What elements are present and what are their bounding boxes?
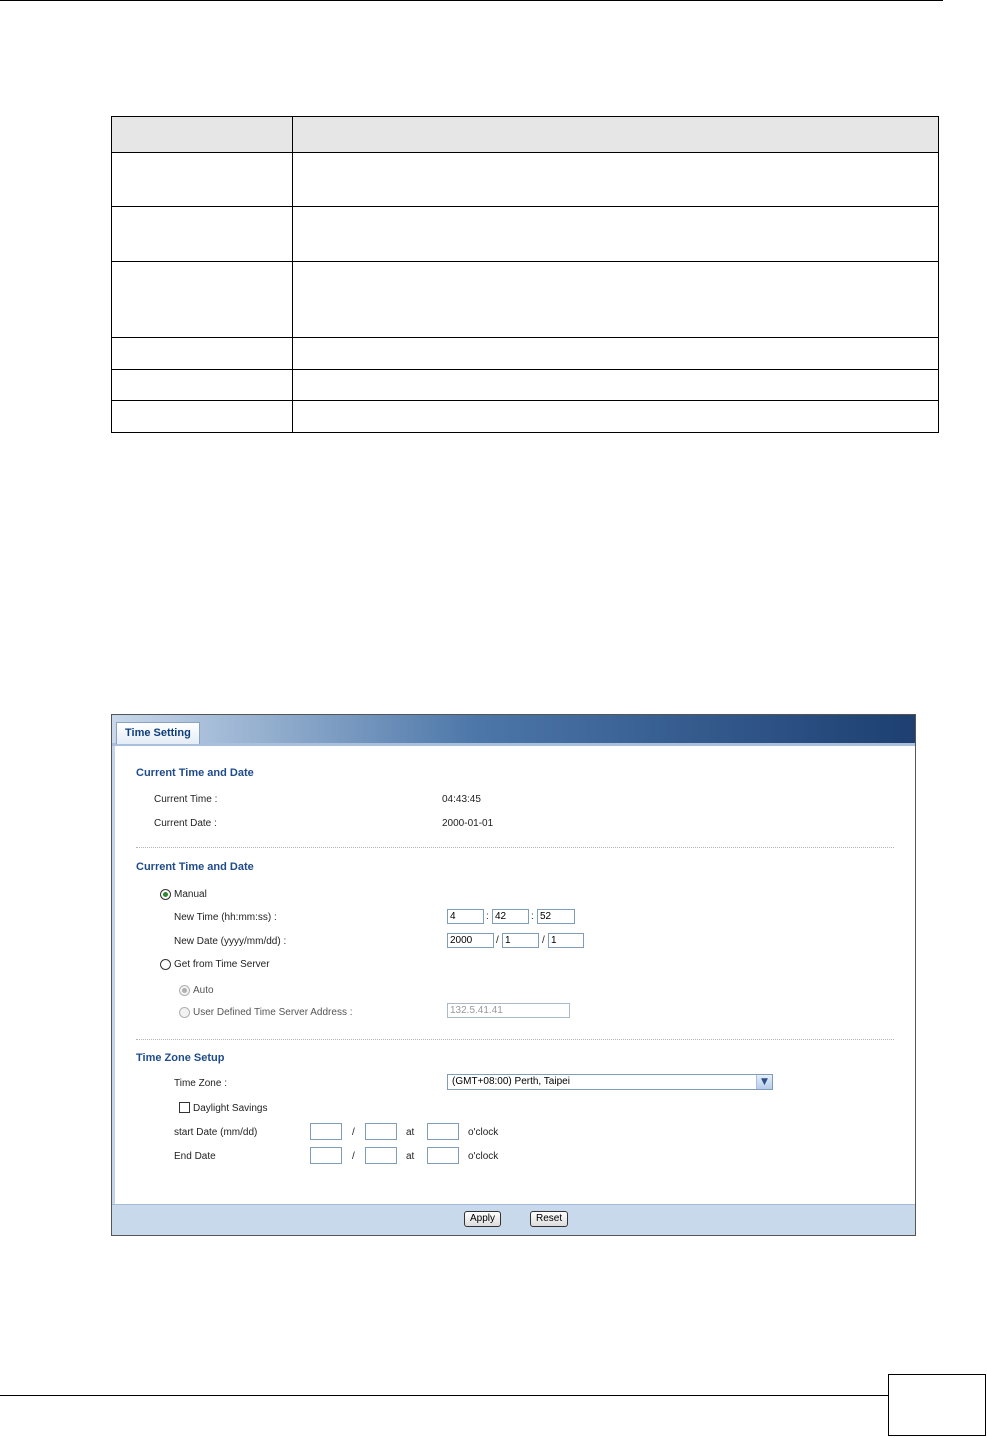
table-cell <box>293 338 939 370</box>
month-input[interactable]: 1 <box>502 933 539 948</box>
time-setting-panel <box>111 714 916 1236</box>
table-cell <box>293 262 939 338</box>
apply-button[interactable]: Apply <box>464 1211 501 1227</box>
time-zone-value: (GMT+08:00) Perth, Taipei <box>452 1076 570 1087</box>
new-time-label: New Time (hh:mm:ss) : <box>174 912 277 923</box>
date-separator: / <box>542 935 545 946</box>
table-cell <box>112 338 293 370</box>
table-cell <box>112 401 293 433</box>
time-zone-select[interactable] <box>447 1074 773 1090</box>
server-address-input[interactable]: 132.5.41.41 <box>447 1003 570 1018</box>
daylight-savings-label: Daylight Savings <box>193 1103 268 1114</box>
end-oclock-label: o'clock <box>468 1151 499 1162</box>
panel-title-bar <box>112 715 915 746</box>
start-month-input[interactable] <box>310 1123 342 1140</box>
table-row <box>112 370 939 401</box>
panel-footer <box>112 1204 915 1235</box>
day-input[interactable]: 1 <box>548 933 584 948</box>
table-cell <box>112 262 293 338</box>
start-date-separator: / <box>352 1127 355 1138</box>
table-row <box>112 338 939 370</box>
user-defined-server-label: User Defined Time Server Address : <box>193 1007 353 1018</box>
new-date-label: New Date (yyyy/mm/dd) : <box>174 936 287 947</box>
section-divider <box>136 1039 894 1040</box>
start-oclock-label: o'clock <box>468 1127 499 1138</box>
table-cell <box>112 207 293 262</box>
table-row <box>112 401 939 433</box>
time-separator: : <box>486 911 489 922</box>
manual-radio[interactable] <box>160 889 171 900</box>
user-defined-server-radio[interactable] <box>179 1007 190 1018</box>
table-cell <box>293 153 939 207</box>
end-at-label: at <box>406 1151 415 1162</box>
page-number-box <box>888 1374 986 1436</box>
end-month-input[interactable] <box>310 1147 342 1164</box>
start-at-label: at <box>406 1127 415 1138</box>
start-day-input[interactable] <box>365 1123 397 1140</box>
daylight-savings-checkbox[interactable] <box>179 1102 190 1113</box>
end-hour-input[interactable] <box>427 1147 459 1164</box>
current-time-section-title: Current Time and Date <box>136 767 254 779</box>
reference-table <box>111 116 939 433</box>
date-separator: / <box>496 935 499 946</box>
start-date-label: start Date (mm/dd) <box>174 1127 258 1138</box>
end-date-separator: / <box>352 1151 355 1162</box>
table-cell <box>293 401 939 433</box>
reset-button[interactable]: Reset <box>530 1211 568 1227</box>
table-header-cell <box>112 117 293 153</box>
panel-left-edge <box>112 746 115 1205</box>
year-input[interactable]: 2000 <box>447 933 494 948</box>
table-cell <box>112 153 293 207</box>
time-zone-section-title: Time Zone Setup <box>136 1052 225 1064</box>
hour-input[interactable]: 4 <box>447 909 484 924</box>
table-row <box>112 207 939 262</box>
auto-radio[interactable] <box>179 985 190 996</box>
page-bottom-rule <box>0 1395 888 1396</box>
auto-label: Auto <box>193 985 214 996</box>
chevron-down-icon[interactable]: ▼ <box>756 1075 772 1089</box>
time-zone-label: Time Zone : <box>174 1078 227 1089</box>
current-time-label: Current Time : <box>154 794 218 805</box>
manual-label: Manual <box>174 889 207 900</box>
table-header-cell <box>293 117 939 153</box>
current-date-label: Current Date : <box>154 818 217 829</box>
tab-time-setting[interactable]: Time Setting <box>116 722 200 744</box>
table-row <box>112 153 939 207</box>
table-cell <box>293 207 939 262</box>
table-row <box>112 262 939 338</box>
current-date-value: 2000-01-01 <box>442 818 494 829</box>
page-top-rule <box>0 0 943 1</box>
table-cell <box>112 370 293 401</box>
end-date-label: End Date <box>174 1151 216 1162</box>
table-header-row <box>112 117 939 153</box>
end-day-input[interactable] <box>365 1147 397 1164</box>
time-server-label: Get from Time Server <box>174 959 270 970</box>
time-separator: : <box>531 911 534 922</box>
time-server-radio[interactable] <box>160 959 171 970</box>
section-divider <box>136 847 894 848</box>
table-cell <box>293 370 939 401</box>
minute-input[interactable]: 42 <box>492 909 529 924</box>
current-time-value: 04:43:45 <box>442 794 481 805</box>
set-time-section-title: Current Time and Date <box>136 861 254 873</box>
start-hour-input[interactable] <box>427 1123 459 1140</box>
second-input[interactable]: 52 <box>537 909 575 924</box>
